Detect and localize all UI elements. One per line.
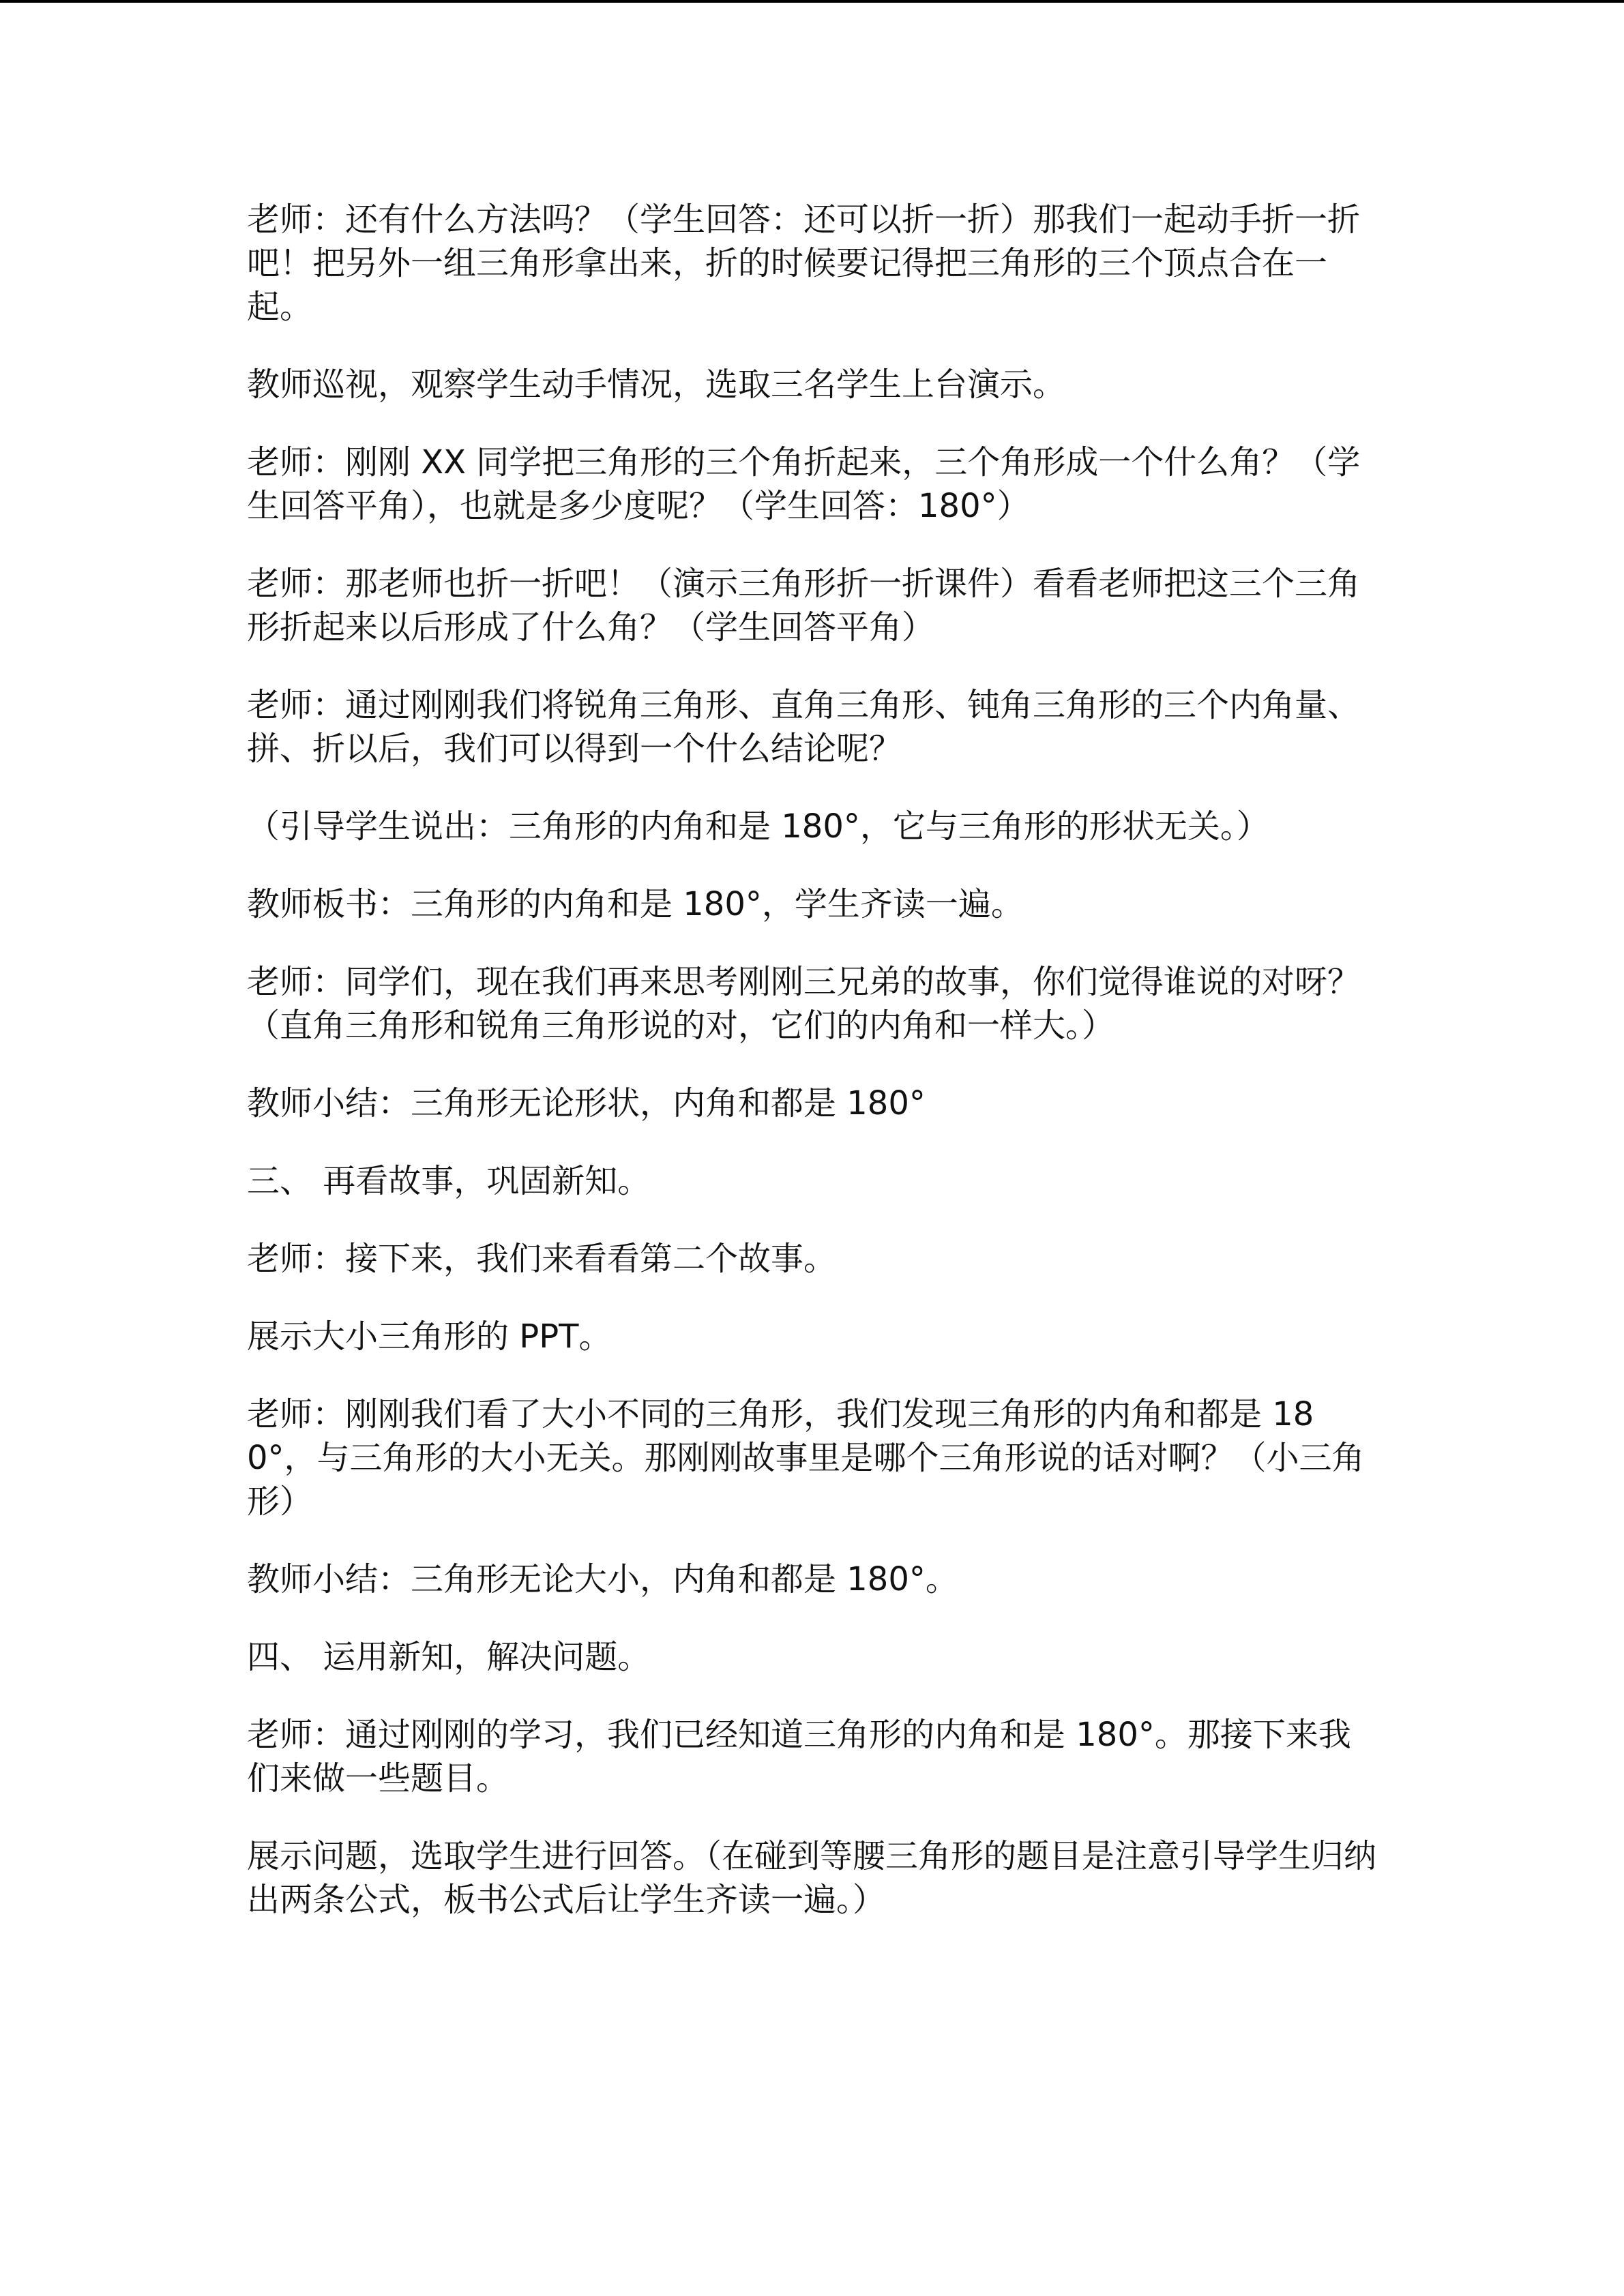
document-body [247, 198, 1379, 1956]
paragraph: （引导学生说出：三角形的内角和是 180°，它与三角形的形状无关。） [247, 807, 1269, 846]
section-heading: 四、 运用新知，解决问题。 [247, 1638, 651, 1676]
paragraph: 老师：同学们，现在我们再来思考刚刚三兄弟的故事，你们觉得谁说的对呀？（直角三角形和锐角三角形说的对，它们的内角和一样大。） [247, 963, 1361, 1045]
page-top-border [0, 0, 1624, 3]
paragraph: 老师：还有什么方法吗？（学生回答：还可以折一折）那我们一起动手折一折吧！把另外一组三角形拿出来，折的时候要记得把三角形的三个顶点合在一起。 [247, 200, 1361, 326]
paragraph: 老师：通过刚刚的学习，我们已经知道三角形的内角和是 180°。那接下来我们来做一些题目。 [247, 1716, 1351, 1798]
paragraph: 教师板书：三角形的内角和是 180°，学生齐读一遍。 [247, 885, 1024, 923]
paragraph: 教师巡视，观察学生动手情况，选取三名学生上台演示。 [247, 366, 1066, 404]
paragraph: 老师：刚刚 XX 同学把三角形的三个角折起来，三个角形成一个什么角？（学生回答平角），也就是多少度呢？（学生回答：180°） [247, 443, 1361, 525]
paragraph: 展示问题，选取学生进行回答。（在碰到等腰三角形的题目是注意引导学生归纳出两条公式，板书公式后让学生齐读一遍。） [247, 1837, 1377, 1919]
section-heading: 三、 再看故事，巩固新知。 [247, 1162, 651, 1200]
paragraph: 老师：接下来，我们来看看第二个故事。 [247, 1240, 837, 1278]
paragraph: 老师：通过刚刚我们将锐角三角形、直角三角形、钝角三角形的三个内角量、拼、折以后，我们可以得到一个什么结论呢？ [247, 686, 1361, 768]
paragraph: 展示大小三角形的 PPT。 [247, 1317, 612, 1356]
paragraph: 老师：刚刚我们看了大小不同的三角形，我们发现三角形的内角和都是 180°，与三角形的大小无关。那刚刚故事里是哪个三角形说的话对啊？（小三角形） [247, 1395, 1365, 1521]
paragraph: 老师：那老师也折一折吧！（演示三角形折一折课件）看看老师把这三个三角形折起来以后形成了什么角？（学生回答平角） [247, 565, 1361, 646]
paragraph: 教师小结：三角形无论形状，内角和都是 180° [247, 1084, 926, 1122]
paragraph: 教师小结：三角形无论大小，内角和都是 180°。 [247, 1560, 958, 1598]
